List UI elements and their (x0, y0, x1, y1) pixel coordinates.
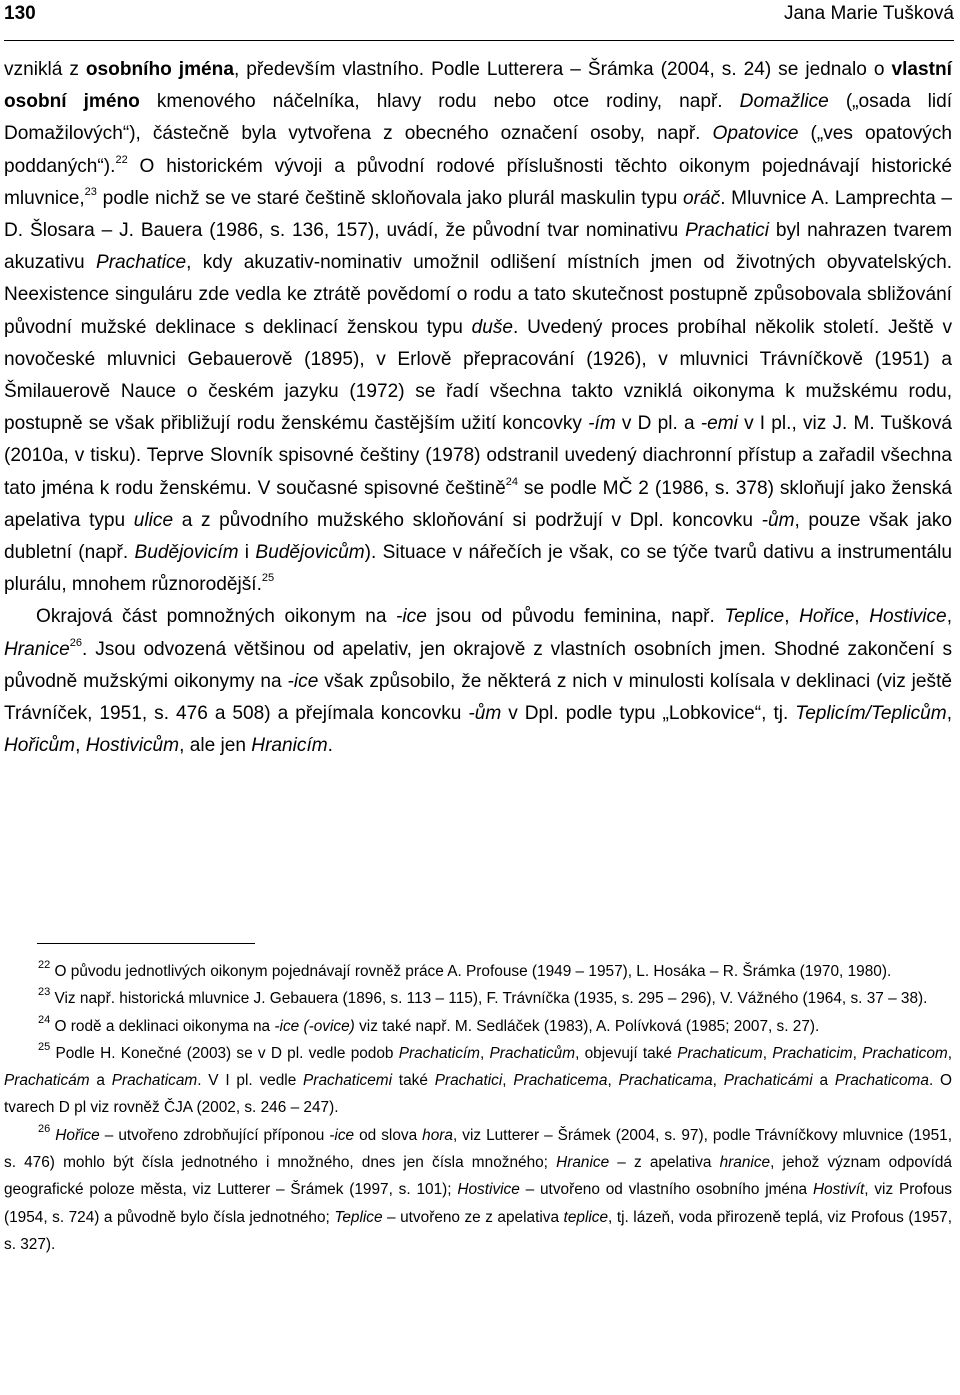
footnote-divider (37, 943, 255, 944)
text-run: („osada lidí Domažilových“), částečně byla vytvořena z obecného označení osoby, např. (4, 91, 953, 145)
footnote (4, 985, 952, 1012)
text-run: hranice (719, 1154, 771, 1172)
text-run: Hostivice (457, 1181, 520, 1199)
text-run: kmenového náčelníka, hlavy rodu nebo otce rodiny, např. (139, 91, 740, 113)
text-run: , (946, 703, 952, 725)
text-run: Hořice (55, 1126, 100, 1144)
text-run: ). Situace v nářečích je však, co se týče tvarů dativu a instrumentálu plurálu, mnohem různorodější. (4, 542, 952, 596)
text-run: i (238, 542, 256, 564)
text-run: Prachatici (685, 220, 769, 242)
footnote-ref: 25 (38, 1040, 51, 1053)
text-run: ulice (133, 509, 174, 531)
text-run: -ice (329, 1126, 355, 1144)
text-run: v I pl., viz J. M. Tušková (2010a, v tisku). Teprve Slovník spisovné češtiny (1978) odstranil uvedený diachronní přístup a zařadil všechna tato jména k rodu ženskému. V současné spisovné češtině (4, 413, 952, 499)
text-run: Prachaticemi (303, 1072, 393, 1090)
text-run: Teplicím/Teplicům (795, 703, 947, 725)
text-run: . Mluvnice A. Lamprechta – D. Šlosara – J. Bauera (1986, s. 136, 157), uvádí, že původní tvar nominativu (4, 187, 952, 242)
text-run: se podle MČ 2 (1986, s. 378) skloňují jako ženská apelativa typu (4, 477, 953, 531)
page-number: 130 (4, 3, 36, 24)
text-run: -ům (468, 703, 502, 725)
text-run: podle nichž se ve staré češtině skloňovala jako plurál maskulin typu (96, 187, 684, 209)
text-run: , především vlastního. Podle Lutterera – Šrámka (2004, s. 24) se jednalo o (233, 59, 892, 80)
text-run: -ům (761, 509, 795, 531)
text-run: Podle H. Konečné (2003) se v D pl. vedle podob (50, 1044, 399, 1062)
text-run: , ale jen (179, 735, 252, 757)
footnote-ref: 25 (261, 572, 275, 585)
text-run: Prachaticum (677, 1044, 763, 1062)
text-run: hora (422, 1126, 453, 1144)
page-header (4, 0, 954, 41)
text-run: Prachaticámi (723, 1072, 813, 1090)
footnote (4, 958, 952, 985)
text-run: Hranice (556, 1154, 610, 1172)
text-run: v D pl. a (615, 413, 701, 435)
text-run: . (327, 735, 333, 757)
text-run: -emi (700, 413, 738, 435)
text-run: , kdy akuzativ-nominativ umožnil odlišení místních jmen od životných obyvatelských. Neexistence singuláru zde vedla ke ztrátě povědomí o rodu a tato skutečnost postupně způsobovala sbližování původní mužské deklinace s deklinací ženskou typu (4, 252, 952, 338)
text-run: Domažlice (739, 91, 829, 113)
main-text (4, 54, 952, 762)
text-run: Prachaticím (398, 1044, 480, 1062)
text-run: , tj. lázeň, voda přirozeně teplá, viz Profous (1957, s. 327). (4, 1208, 953, 1253)
text-run: – utvořeno ze z apelativa (382, 1208, 564, 1226)
text-run: O původu jednotlivých oikonym pojednávají rovněž práce A. Profouse (1949 – 1957), L. Hosáka – R. Šrámka (1970, 1980). (50, 963, 892, 980)
text-run: – z apelativa (609, 1154, 720, 1172)
text-run: , (712, 1072, 724, 1090)
text-run: – utvořeno zdrobňující příponou (99, 1126, 330, 1144)
footnotes (4, 958, 952, 1258)
text-run: -ím (588, 413, 616, 435)
text-run: , (852, 1044, 863, 1062)
text-run: teplice (563, 1208, 609, 1226)
text-run: , viz Lutterer – Šrámek (2004, s. 97), podle Trávníčkovy mluvnice (1951, s. 476) mohlo být čísla jednotného i množného, dnes jen čísla množného; (4, 1126, 952, 1172)
footnote-ref: 24 (38, 1013, 51, 1026)
text-run: a (89, 1072, 112, 1090)
text-run: Teplice (334, 1208, 383, 1226)
paragraph (4, 601, 952, 762)
text-run: , (947, 1044, 952, 1062)
text-run: Hostivicům (85, 735, 180, 757)
text-run: oráč (683, 187, 721, 209)
footnote-ref: 24 (505, 475, 518, 488)
text-run: duše (471, 316, 514, 338)
text-run: , viz Profous (1954, s. 724) a původně bylo čísla jednotného; (4, 1181, 953, 1226)
text-run: osobního jména (85, 59, 234, 80)
text-run: vlastní osobní jméno (4, 59, 952, 113)
text-run: Hostivice (869, 606, 947, 628)
text-run: od slova (354, 1126, 423, 1144)
text-run: Prachaticoma (834, 1072, 929, 1090)
footnote-ref: 23 (84, 185, 97, 198)
text-run: O rodě a deklinaci oikonyma na (50, 1017, 275, 1035)
text-run: Prachatici (434, 1072, 503, 1090)
text-run: Prachaticům (489, 1044, 576, 1062)
text-run: jsou od původu feminina, např. (426, 606, 725, 628)
text-run: , (762, 1044, 773, 1062)
text-run: Opatovice (712, 123, 799, 145)
text-run: -ice (287, 670, 319, 692)
text-run: -ice (-ovice) (274, 1017, 355, 1035)
text-run: však způsobilo, že některá z nich v minulosti kolísala v deklinaci (viz ještě Trávníček, 1951, s. 476 a 508) a přejímala koncovku (4, 670, 952, 725)
text-run: Okrajová část pomnožných oikonym na (36, 606, 397, 628)
text-run: . Jsou odvozená většinou od apelativ, jen okrajově z vlastních osobních jmen. Shodné zakončení s původně mužskými oikonymy na (4, 638, 952, 692)
text-run: Hořice (799, 606, 855, 628)
text-run: , (784, 606, 800, 628)
text-run: . O tvarech D pl viz rovněž ČJA (2002, s. 246 – 247). (4, 1072, 952, 1117)
text-run: Budějovicům (255, 542, 365, 564)
text-run: Budějovicím (134, 542, 239, 564)
footnote (4, 1040, 952, 1122)
running-author: Jana Marie Tušková (783, 3, 954, 24)
text-run: , (607, 1072, 619, 1090)
text-run: Teplice (724, 606, 785, 628)
text-run: , (75, 735, 86, 757)
footnote-ref: 23 (38, 986, 51, 999)
text-run: Hostivít (812, 1181, 865, 1199)
text-run: – utvořeno od vlastního osobního jména (519, 1181, 813, 1199)
text-run: také (392, 1072, 435, 1090)
text-run: O historickém vývoji a původní rodové příslušnosti těchto oikonym pojednávají historické mluvnice, (4, 155, 952, 209)
text-run: Hořicům (4, 735, 76, 757)
footnote-ref: 26 (38, 1122, 51, 1135)
paragraph (4, 54, 952, 601)
text-run: , pouze však jako dubletní (např. (4, 509, 952, 564)
footnote (4, 1013, 952, 1040)
text-run: Hranice (4, 638, 70, 660)
text-run: Viz např. historická mluvnice J. Gebauera (1896, s. 113 – 115), F. Trávníčka (1935, s. 295 – 296), V. Vážného (1964, s. 37 – 38). (50, 990, 928, 1008)
text-run: Prachaticám (4, 1072, 90, 1090)
text-run: Prachaticam (111, 1072, 198, 1090)
footnote-ref: 22 (115, 153, 128, 166)
footnote-ref: 22 (38, 959, 51, 971)
text-run: , (946, 606, 952, 628)
text-run: , objevují také (575, 1044, 678, 1062)
text-run: , (502, 1072, 514, 1090)
footnote (4, 1122, 952, 1258)
text-run: , (480, 1044, 490, 1062)
text-run: , jehož význam odpovídá geografické poloze města, viz Lutterer – Šrámek (1997, s. 101); (4, 1154, 952, 1199)
text-run: viz také např. M. Sedláček (1983), A. Polívková (1985; 2007, s. 27). (354, 1017, 820, 1035)
footnote-ref: 26 (69, 636, 83, 649)
text-run: byl nahrazen tvarem akuzativu (4, 220, 953, 274)
text-run: Hranicím (251, 735, 328, 757)
text-run: a z původního mužského skloňování si podržují v Dpl. koncovku (173, 509, 762, 531)
text-run: Prachatice (95, 252, 187, 274)
text-run: Prachaticim (772, 1044, 853, 1062)
text-run: Prachaticama (618, 1072, 713, 1090)
text-run: („ves opatových poddaných“). (4, 123, 952, 177)
text-run: . V I pl. vedle (197, 1072, 304, 1090)
text-run: Prachaticom (862, 1044, 948, 1062)
text-run: vzniklá z (4, 59, 86, 80)
text-run: a (812, 1072, 835, 1090)
text-run: , (854, 606, 870, 628)
text-run: Prachaticema (513, 1072, 608, 1090)
text-run: v Dpl. podle typu „Lobkovice“, tj. (501, 703, 796, 725)
text-run: -ice (396, 606, 427, 628)
text-run: . Uvedený proces probíhal několik století. Ještě v novočeské mluvnici Gebauerově (1895), v Erlově přepracování (1926), v mluvnici Trávníčkově (1951) a Šmilauerově Nauce o českém jazyku (1972) se řadí všechna takto vzniklá oikonyma k mužskému rodu, postupně se však přibližují rodu ženskému častějším užití koncovky (4, 316, 952, 435)
